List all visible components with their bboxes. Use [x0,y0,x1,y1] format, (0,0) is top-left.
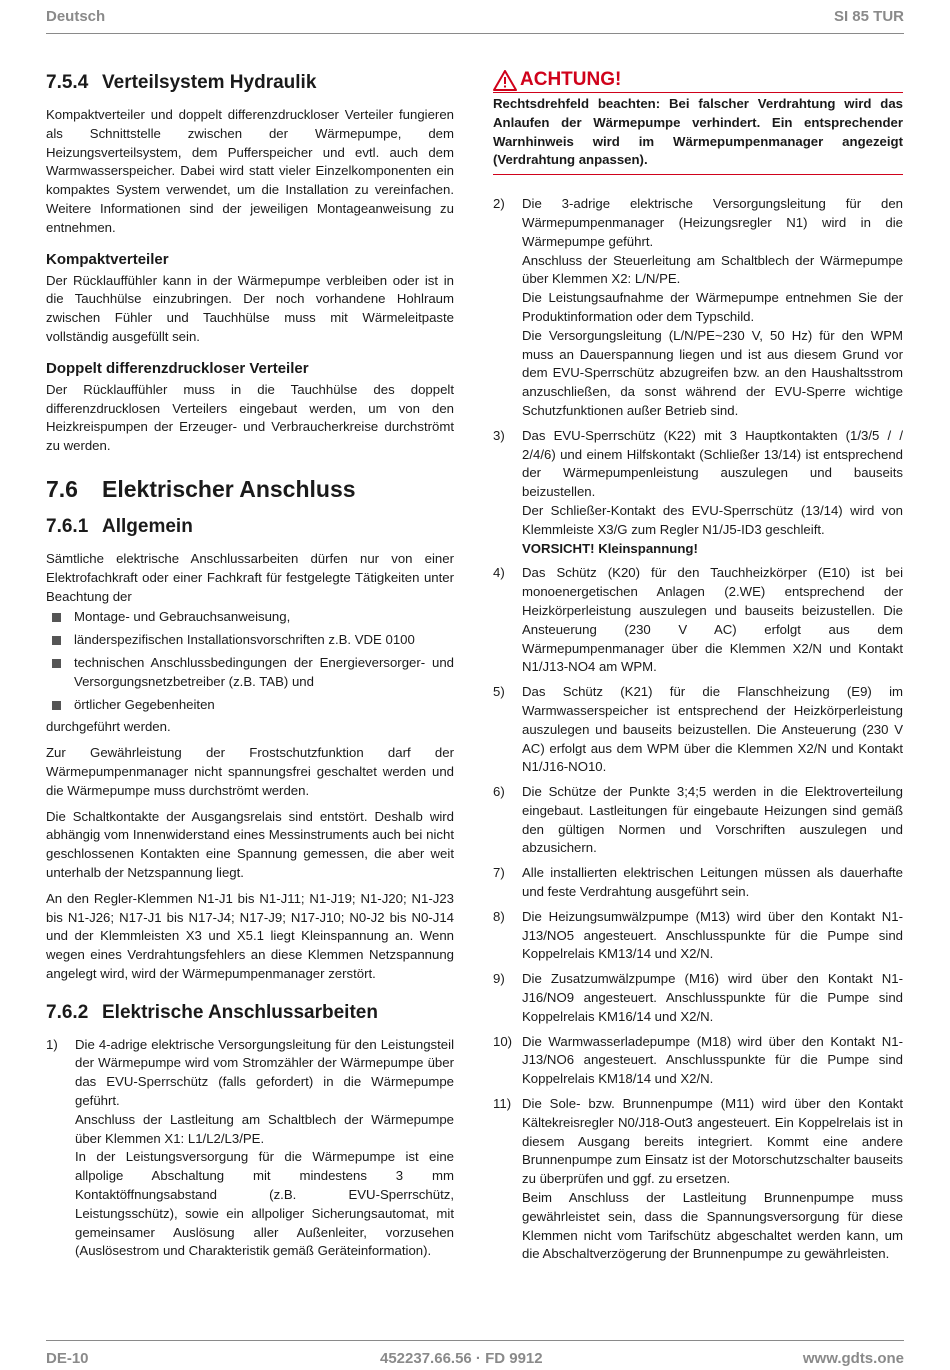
list-item [493,783,903,858]
section-title: Elektrischer Anschluss [102,475,356,502]
item-line: In der Leistungsversorgung für die Wärmepumpe ist eine allpolige Abschaltung mit mindestens 3 mm Kontaktöffnungsabstand (z.B. EVU-Sperrschütz, Leistungsschütz), sowie ein allpoliger Sicherungsautomat, mit gemeinsamer Auslösung aller Außenleiter, vorzusehen (Auslösestrom und Charakteristik gemäß Geräteinformation). [75,1149,454,1259]
item-line: Das EVU-Sperrschütz (K22) mit 3 Hauptkontakten (1/3/5 / / 2/4/6) und einem Hilfskontakt (Schließer 13/14) ist entsprechend der Wärmepumpenleistung auszulegen und bauseits beizustellen. [522,427,903,500]
left-column [46,70,454,1267]
section-7-5-4-heading [46,70,454,96]
list-item [493,427,903,559]
page-number: DE-10 [46,1350,89,1367]
list-item [493,683,903,777]
item-number: 9) [493,971,505,987]
subheading-doppelt-verteiler: Doppelt differenzdruckloser Verteiler [46,359,309,377]
item-line: Die Versorgungsleitung (L/N/PE~230 V, 50 Hz) für den WPM muss an Dauerspannung liegen und ist aus diesem Grund vor dem EVU-Sperrschütz abzugreifen bzw. an den Haushaltsstrom anzuschließen, da sonst während der EVU-Sperre wichtige Schutzfunktionen außer Betrieb sind. [522,327,903,418]
list-item [493,970,903,1026]
item-line: Die 4-adrige elektrische Versorgungsleitung für den Leistungsteil der Wärmepumpe wird vom Stromzähler der Wärmepumpe über das EVU-Sperrschütz (falls gefordert) in die Wärmepumpe geführt. [75,1036,454,1109]
warning-text: Rechtsdrehfeld beachten: Bei falscher Verdrahtung wird das Anlaufen der Wärmepumpe verhindert. Ein entsprechender Warnhinweis wird im Wärmepumpenmanager angezeigt (Verdrahtung anpassen). [493,93,903,175]
paragraph: Kompaktverteiler und doppelt differenzdruckloser Verteiler fungieren als Schnittstelle zwischen der Wärmepumpe, dem Heizungsverteilsystem, dem Pufferspeicher und evtl. auch dem Warmwasserspeicher. Dabei wird statt vieler Einzelkomponenten ein kompaktes System verwendet, um die Installation zu vereinfachen. Weitere Informationen sind der jeweiligen Montageanweisung zu entnehmen. [46,107,454,235]
section-title: Elektrische Anschlussarbeiten [102,1001,378,1023]
item-number: 3) [493,427,505,443]
item-line: Die Zusatzumwälzpumpe (M16) wird über den Kontakt N1-J16/NO9 angesteuert. Anschlusspunkte für die Pumpe sind Koppelrelais KM16/14 und X2/N. [522,971,903,1024]
numbered-list [46,1036,454,1262]
right-column [493,70,903,1270]
list-item: technischen Anschlussbedingungen der Energieversorger- und Versorgungsnetzbetreiber (z.B. TAB) und [46,654,454,692]
item-number: 2) [493,196,505,212]
item-line: Das Schütz (K21) für die Flanschheizung (E9) im Warmwasserspeicher ist entsprechend der Heizkörperleistung auszulegen und bauseits beizustellen. Die Ansteuerung (230 V AC) erfolgt aus dem WPM über die Klemmen X2/N und Kontakt N1/J16-NO10. [522,684,903,775]
item-number: 5) [493,684,505,700]
item-number: 6) [493,784,505,800]
section-title: Verteilsystem Hydraulik [102,72,317,93]
paragraph: Der Rücklauffühler muss in die Tauchhülse des doppelt differenzdrucklosen Verteilers eingebaut werden, um von den Heizkreispumpen der Erzeuger- und Verbraucherkreise durchströmt zu werden. [46,381,454,454]
section-7-6-heading [46,474,454,504]
list-item [493,864,903,902]
paragraph: An den Regler-Klemmen N1-J1 bis N1-J11; N1-J19; N1-J20; N1-J23 bis N1-J26; N17-J1 bis N17-J4; N17-J9; N17-J10; N0-J2 bis N0-J14 und der Klemmleisten X3 und X5.1 liegt Kleinspannung an. Wenn wegen eines Verdrahtungsfehlers an diese Klemmen Netzspannung angelegt wird, wird der Wärmepumpenmanager zerstört. [46,890,454,981]
paragraph: Sämtliche elektrische Anschlussarbeiten dürfen nur von einer Elektrofachkraft oder einer Fachkraft für festgelegte Tätigkeiten unter Beachtung der [46,550,454,604]
section-number: 7.6 [46,475,78,502]
item-number: 7) [493,865,505,881]
item-number: 10) [493,1033,513,1049]
item-number: 11) [493,1096,512,1112]
warning-box [493,70,903,175]
section-title: Allgemein [102,515,193,537]
item-line: Alle installierten elektrischen Leitungen müssen als dauerhafte und feste Verdrahtung ausgeführt sein. [522,865,903,900]
list-item [493,564,903,677]
list-item [46,1036,454,1262]
item-line: Anschluss der Lastleitung am Schaltblech der Wärmepumpe über Klemmen X1: L1/L2/L3/PE. [75,1111,454,1146]
website-link[interactable]: www.gdts.one [802,1350,904,1367]
item-line: Anschluss der Steuerleitung am Schaltblech der Wärmepumpe über Klemmen X2: L/N/PE. [522,252,903,287]
page-footer [46,1340,904,1370]
paragraph: Der Rücklauffühler kann in der Wärmepumpe verbleiben oder ist in die Tauchhülse einzubringen. Der noch vorhandene Hohlraum zwischen Fühler und Tauchhülse muss mit Wärmeleitpaste vollständig ausgefüllt sein. [46,272,454,344]
item-line: Die Warmwasserladepumpe (M18) wird über den Kontakt N1-J13/NO6 angesteuert. Anschlusspunkte für die Pumpe sind Koppelrelais KM18/14 und X2/N. [522,1033,903,1087]
section-number: 7.6.2 [46,1001,89,1023]
list-item [493,908,903,964]
list-item: länderspezifischen Installationsvorschriften z.B. VDE 0100 [46,631,454,650]
item-line: Die Schütze der Punkte 3;4;5 werden in die Elektroverteilung eingebaut. Lastleitungen für eingebaute Heizungen sind gemäß den gültigen Normen und Vorschriften auszulegen und abzusichern. [522,784,903,856]
section-7-6-1-heading [46,514,454,540]
list-item: örtlicher Gegebenheiten [46,696,454,715]
list-item [493,1033,903,1089]
paragraph: Die Schaltkontakte der Ausgangsrelais sind entstört. Deshalb wird abhängig vom Innenwiderstand eines Messinstruments auch bei nicht geschlossenen Kontakten eine Spannung gemessen, die aber weit unterhalb der Netzspannung liegt. [46,808,454,880]
paragraph: Zur Gewährleistung der Frostschutzfunktion darf der Wärmepumpenmanager nicht spannungsfrei geschaltet werden und die Wärmepumpe muss durchströmt werden. [46,745,454,798]
item-line: Die Heizungsumwälzpumpe (M13) wird über den Kontakt N1-J13/NO5 angesteuert. Anschlusspunkte für die Pumpe sind Koppelrelais KM13/14 und X2/N. [522,908,903,962]
list-item: Montage- und Gebrauchsanweisung, [46,608,454,627]
item-number: 1) [46,1036,58,1052]
warning-title: ACHTUNG! [520,69,622,91]
item-line: Die Sole- bzw. Brunnenpumpe (M11) wird über den Kontakt Kältekreisregler N0/J18-Out3 angesteuert. Ein Koppelrelais ist in diesem Ausgang bereits integriert. Kommt eine andere Brunnenpumpe zum Einsatz ist der Motorschutzschalter bauseits zu überprüfen und ggf. zu ersetzen. [522,1096,903,1187]
warning-header [493,70,903,93]
document-number: 452237.66.56 · FD 9912 [380,1350,543,1367]
list-item [493,195,903,421]
page-header [46,6,904,34]
header-language: Deutsch [46,8,106,25]
warning-triangle-icon [493,70,517,91]
numbered-list [493,195,903,1264]
item-line: Der Schließer-Kontakt des EVU-Sperrschütz (13/14) wird von Klemmleiste X3/G zum Regler N1/J5-ID3 geschleift. [522,502,903,537]
caution-note: VORSICHT! Kleinspannung! [522,540,698,556]
item-number: 4) [493,565,505,581]
section-number: 7.6.1 [46,515,89,537]
subheading-kompaktverteiler: Kompaktverteiler [46,250,169,268]
item-number: 8) [493,908,505,924]
header-model: SI 85 TUR [833,8,904,25]
section-number: 7.5.4 [46,72,89,93]
paragraph: durchgeführt werden. [46,719,171,735]
bullet-list [46,608,454,714]
list-item [493,1095,903,1264]
item-line: Die Leistungsaufnahme der Wärmepumpe entnehmen Sie der Produktinformation oder dem Typschild. [522,290,903,324]
item-line: Beim Anschluss der Lastleitung Brunnenpumpe muss gewährleistet sein, dass die Spannungsversorgung für diese Klemmen nicht vom Tarifschütz abgeschaltet werden kann, um die Abschaltverzögerung der Brunnenpumpe zu gewährleisten. [522,1190,903,1262]
item-line: Die 3-adrige elektrische Versorgungsleitung für den Wärmepumpenmanager (Heizungsregler N1) wird in die Wärmepumpe geführt. [522,196,903,249]
section-7-6-2-heading [46,1000,454,1026]
item-line: Das Schütz (K20) für den Tauchheizkörper (E10) ist bei monoenergetischen Anlagen (2.WE) entsprechend der Heizkörperleistung auszulegen und bauseits beizustellen. Die Ansteuerung (230 V AC) erfolgt aus dem Wärmepumpenmanager über die Klemmen X2/N und Kontakt N1/J13-NO4 am WPM. [522,565,903,675]
